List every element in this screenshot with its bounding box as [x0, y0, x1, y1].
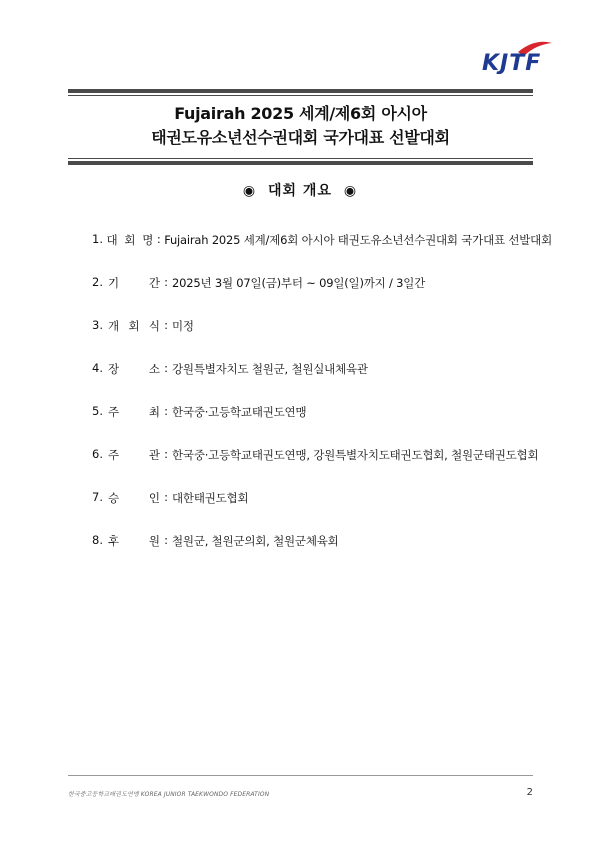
item-label-char: 대 [106, 233, 118, 247]
list-item [92, 404, 552, 447]
footer-organization: 한국중고등학교태권도연맹 KOREA JUNIOR TAEKWONDO FEDERATION [68, 791, 270, 798]
title-line-1: Fujairah 2025 세계/제6회 아시아 [174, 104, 427, 123]
item-value: 철원군, 철원군의회, 철원군체육회 [172, 534, 339, 548]
item-label-char: 명 [142, 233, 154, 247]
item-value: 강원특별자치도 철원군, 철원실내체육관 [172, 362, 368, 376]
bullet-circle-icon-left: ◉ [242, 183, 257, 199]
item-label-char: 기 [108, 276, 120, 290]
item-label [108, 318, 160, 334]
footer-rule [68, 775, 533, 776]
item-colon: : [164, 275, 168, 289]
item-label-char: 회 [124, 233, 136, 247]
item-colon: : [164, 361, 168, 375]
item-number: 2. [92, 275, 103, 289]
item-value: 한국중·고등학교태권도연맹 [172, 405, 307, 419]
list-item [92, 490, 552, 533]
item-label [108, 447, 160, 463]
item-label [108, 361, 160, 377]
item-label-char: 소 [148, 362, 160, 376]
item-value: Fujairah 2025 세계/제6회 아시아 태권도유소년선수권대회 국가대표 선발대회 [164, 233, 552, 247]
item-label-char: 승 [108, 491, 120, 505]
section-heading [0, 180, 600, 200]
title-rule-top [68, 89, 533, 93]
item-label [108, 275, 160, 291]
title-line-2: 태권도유소년선수권대회 국가대표 선발대회 [151, 128, 450, 147]
item-number: 7. [92, 490, 103, 504]
logo-text: KJTF [482, 51, 542, 74]
item-label-char: 관 [148, 448, 160, 462]
list-item [92, 275, 552, 318]
item-label-char: 장 [108, 362, 120, 376]
overview-list [92, 232, 552, 576]
list-item [92, 447, 552, 490]
item-number: 8. [92, 533, 103, 547]
item-value: 2025년 3월 07일(금)부터 ~ 09일(일)까지 / 3일간 [172, 276, 426, 290]
item-number: 5. [92, 404, 103, 418]
kjtf-logo-icon [480, 40, 554, 74]
item-colon: : [164, 404, 168, 418]
item-colon: : [156, 232, 161, 246]
item-number: 6. [92, 447, 103, 461]
item-label-char: 회 [128, 319, 140, 333]
item-label-char: 주 [108, 448, 120, 462]
item-label-char: 최 [148, 405, 160, 419]
item-label-char: 인 [148, 491, 160, 505]
kjtf-logo [480, 40, 554, 74]
list-item [92, 533, 552, 576]
list-item [92, 361, 552, 404]
item-value: 대한태권도협회 [172, 491, 249, 505]
page-number: 2 [526, 787, 533, 798]
item-colon: : [164, 447, 168, 461]
item-colon: : [164, 490, 168, 504]
item-label-char: 개 [108, 319, 120, 333]
title-rule-bottom [68, 161, 533, 165]
item-label [106, 232, 153, 248]
document-title [68, 96, 533, 158]
item-label [108, 490, 160, 506]
item-number: 1. [92, 232, 103, 246]
item-label-char: 식 [148, 319, 160, 333]
title-rule-bottom-thin [68, 158, 533, 159]
item-colon: : [164, 318, 168, 332]
item-label [108, 404, 160, 420]
item-number: 4. [92, 361, 103, 375]
section-heading-text: 대회 개요 [268, 183, 332, 199]
item-value: 한국중·고등학교태권도연맹, 강원특별자치도태권도협회, 철원군태권도협회 [172, 448, 539, 462]
item-label-char: 주 [108, 405, 120, 419]
item-label [108, 533, 160, 549]
title-block [68, 89, 533, 165]
item-colon: : [164, 533, 168, 547]
list-item [92, 318, 552, 361]
item-number: 3. [92, 318, 103, 332]
bullet-circle-icon-right: ◉ [343, 183, 358, 199]
item-label-char: 후 [108, 534, 120, 548]
page-footer [68, 775, 533, 798]
list-item [92, 232, 552, 275]
item-value: 미정 [172, 319, 194, 333]
item-label-char: 간 [148, 276, 160, 290]
item-label-char: 원 [148, 534, 160, 548]
